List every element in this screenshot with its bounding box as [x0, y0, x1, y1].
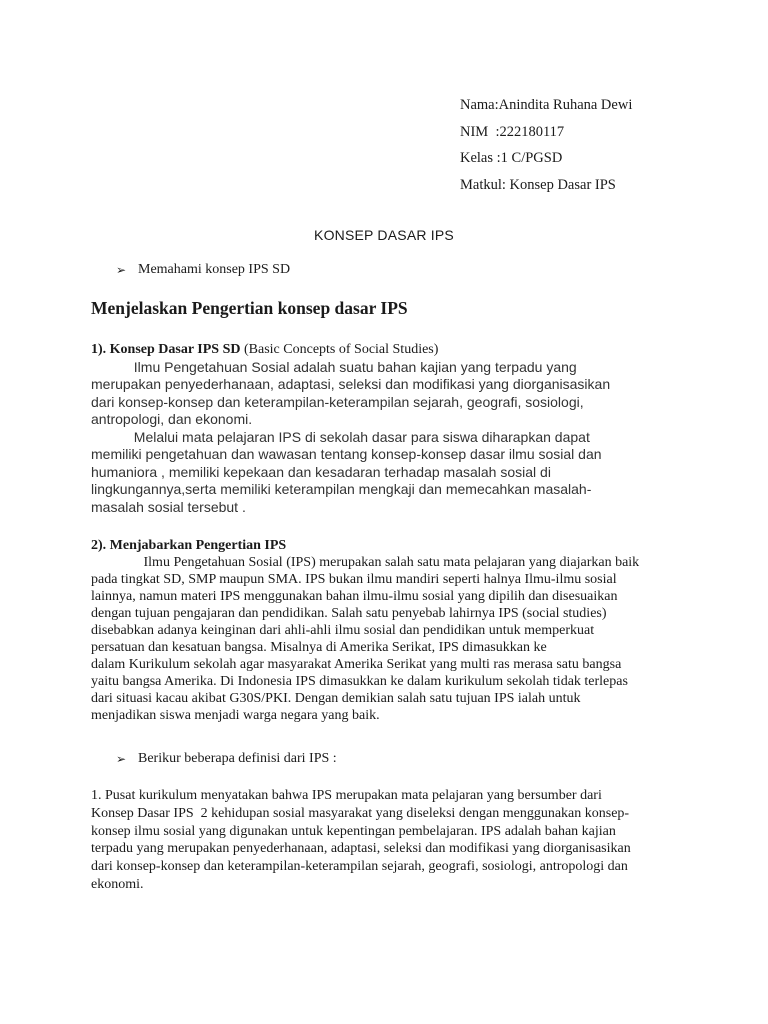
student-course: Matkul: Konsep Dasar IPS	[460, 176, 616, 193]
text-line: konsep ilmu sosial yang digunakan untuk kepentingan pembelajaran. IPS adalah bahan kajian	[91, 823, 616, 839]
student-name: Nama:Anindita Ruhana Dewi	[460, 97, 633, 113]
part2-heading	[91, 537, 681, 554]
text-line: Ilmu Pengetahuan Sosial adalah suatu bahan kajian yang terpadu yang	[91, 358, 577, 375]
part2-paragraph	[91, 554, 681, 724]
text-line: Ilmu Pengetahuan Sosial (IPS) merupakan salah satu mata pelajaran yang diajarkan baik	[91, 555, 640, 570]
text-line: masalah sosial tersebut .	[91, 498, 246, 515]
bullet-text: Berikur beberapa definisi dari IPS :	[138, 751, 337, 766]
part3-block	[91, 787, 681, 894]
text-line: 1. Pusat kurikulum menyatakan bahwa IPS merupakan mata pelajaran yang bersumber dari	[91, 788, 602, 803]
text-line: Konsep Dasar IPS 2 kehidupan sosial masyarakat yang diseleksi dengan menggunakan konsep-	[91, 805, 630, 821]
text-line: humaniora , memiliki kepekaan dan kesadaran terhadap masalah sosial di	[91, 463, 551, 480]
text-line: yaitu bangsa Amerika. Di Indonesia IPS dimasukkan ke dalam kurikulum sekolah tidak terlepas	[91, 674, 628, 689]
part3-paragraph	[91, 787, 681, 894]
text-line: dari konsep-konsep dan keterampilan-keterampilan sejarah, geografi, sosiologi,	[91, 393, 584, 410]
text-line: lainnya, namun materi IPS menggunakan bahan ilmu-ilmu sosial yang dipilih dan disesuaikan	[91, 589, 618, 604]
part2-heading-text: 2). Menjabarkan Pengertian IPS	[91, 538, 287, 553]
arrow-bullet-icon: ➢	[116, 751, 127, 766]
text-line: dalam Kurikulum sekolah agar masyarakat Amerika Serikat yang multi ras merasa satu bangsa	[91, 657, 622, 672]
text-line: ekonomi.	[91, 876, 144, 892]
text-line: dengan tujuan pengajaran dan pendidikan. Salah satu penyebab lahirnya IPS (social studies)	[91, 606, 607, 621]
student-nim: NIM :222180117	[460, 123, 565, 140]
part1-heading-rest: (Basic Concepts of Social Studies)	[240, 342, 439, 357]
part1-heading	[91, 341, 681, 359]
student-class: Kelas :1 C/PGSD	[460, 150, 563, 166]
text-line: pada tingkat SD, SMP maupun SMA. IPS bukan ilmu mandiri seperti halnya Ilmu-ilmu sosial	[91, 572, 617, 587]
part1-block	[91, 341, 681, 516]
text-line: menjadikan siswa menjadi warga negara yang baik.	[91, 708, 380, 723]
document-title: KONSEP DASAR IPS	[314, 227, 454, 243]
text-line: memiliki pengetahuan dan wawasan tentang konsep-konsep dasar ilmu sosial dan	[91, 446, 602, 462]
text-line: antropologi, dan ekonomi.	[91, 411, 253, 427]
text-line: persatuan dan kesatuan bangsa. Misalnya di Amerika Serikat, IPS dimasukkan ke	[91, 640, 547, 655]
bullet-text: Memahami konsep IPS SD	[138, 262, 291, 277]
student-info	[460, 92, 632, 198]
arrow-bullet-icon: ➢	[116, 262, 127, 277]
bullet-item	[116, 262, 290, 278]
text-line: lingkungannya,serta memiliki keterampilan mengkaji dan memecahkan masalah-	[91, 481, 592, 497]
section-heading: Menjelaskan Pengertian konsep dasar IPS	[91, 298, 408, 318]
text-line: terpadu yang merupakan penyederhanaan, adaptasi, seleksi dan modifikasi yang diorganisasikan	[91, 841, 631, 857]
bullet-item	[116, 751, 337, 767]
part2-block	[91, 537, 681, 724]
text-line: disebabkan adanya keinginan dari ahli-ahli ilmu sosial dan pendidikan untuk memperkuat	[91, 623, 595, 638]
text-line: merupakan penyederhanaan, adaptasi, seleksi dan modifikasi yang diorganisasikan	[91, 376, 611, 392]
text-line: dari konsep-konsep dan keterampilan-keterampilan sejarah, geografi, sosiologi, antropologi dan	[91, 859, 628, 875]
text-line: Melalui mata pelajaran IPS di sekolah dasar para siswa diharapkan dapat	[91, 428, 590, 445]
part1-heading-bold: 1). Konsep Dasar IPS SD	[91, 342, 241, 357]
text-line: dari situasi kacau akibat G30S/PKI. Dengan demikian salah satu tujuan IPS ialah untuk	[91, 691, 581, 706]
part1-paragraph	[91, 359, 681, 517]
